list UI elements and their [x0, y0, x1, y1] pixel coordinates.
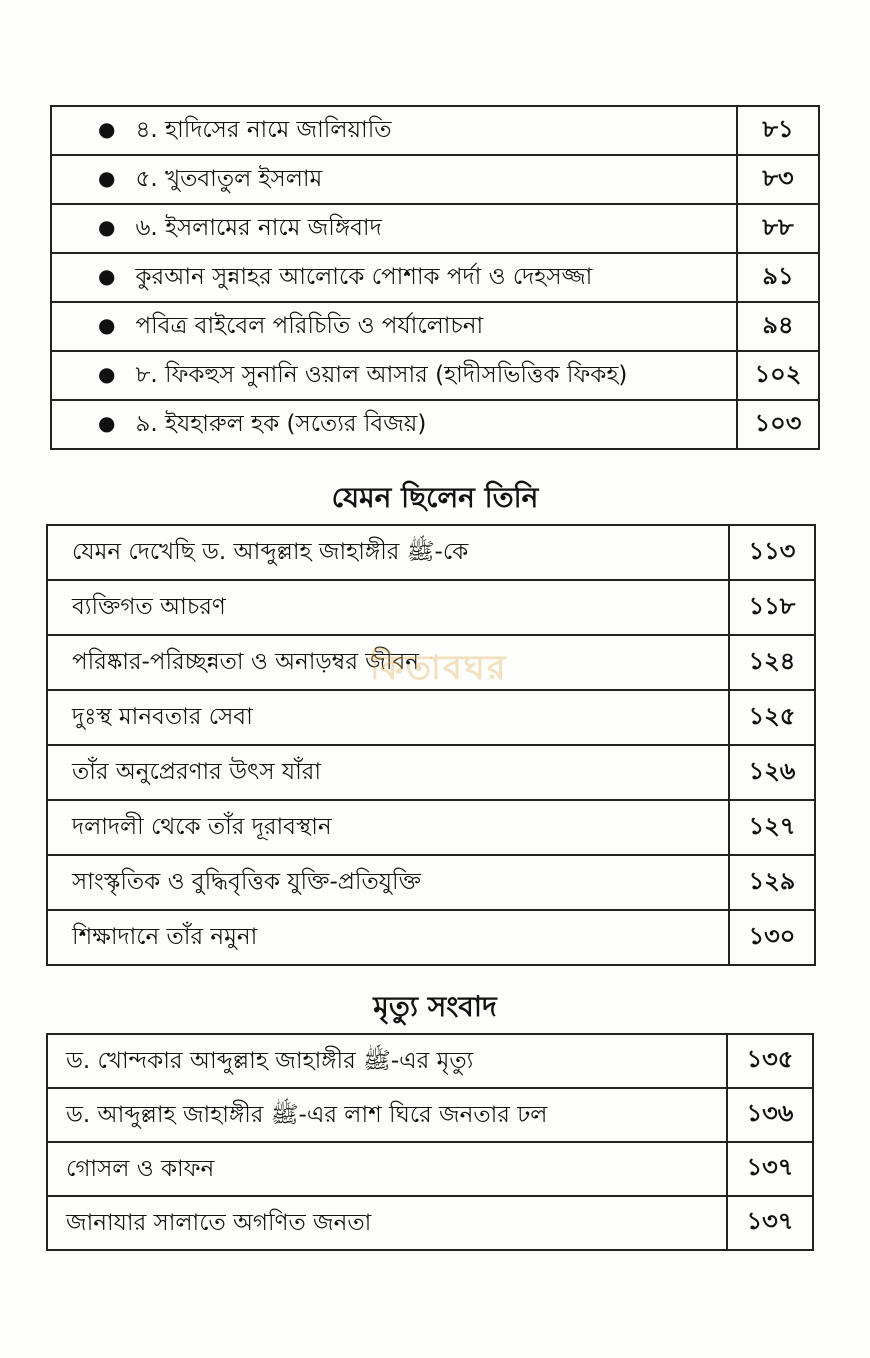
toc-table-section-1 — [50, 105, 820, 450]
toc-entry-title — [51, 351, 737, 400]
toc-entry-title: তাঁর অনুপ্রেরণার উৎস যাঁরা — [47, 745, 729, 800]
section-heading: মৃত্যু সংবাদ — [373, 990, 497, 1023]
toc-page-number: ৮১ — [737, 106, 819, 155]
toc-table-section-3 — [46, 1033, 814, 1251]
toc-entry-title: জানাযার সালাতে অগণিত জনতা — [47, 1196, 727, 1250]
toc-row — [51, 302, 819, 351]
bullet-icon: ● — [98, 215, 116, 239]
toc-entry-title — [51, 302, 737, 351]
toc-row — [51, 106, 819, 155]
toc-entry-text: ৪. হাদিসের নামে জালিয়াতি — [135, 117, 392, 143]
toc-entry-title: দলাদলী থেকে তাঁর দূরাবস্থান — [47, 800, 729, 855]
bullet-icon: ● — [98, 117, 116, 141]
toc-page-number: ৮৩ — [737, 155, 819, 204]
toc-page-number: ১২৫ — [729, 690, 815, 745]
toc-row — [47, 1142, 813, 1196]
toc-page-number: ৮৮ — [737, 204, 819, 253]
bullet-icon: ● — [98, 362, 116, 386]
toc-page-number: ১২৭ — [729, 800, 815, 855]
bullet-icon: ● — [98, 166, 116, 190]
toc-entry-text: পবিত্র বাইবেল পরিচিতি ও পর্যালোচনা — [135, 313, 484, 339]
toc-page-number: ১৩৭ — [727, 1142, 813, 1196]
toc-row — [51, 155, 819, 204]
toc-entry-text: ৫. খুতবাতুল ইসলাম — [135, 166, 323, 192]
section-heading: যেমন ছিলেন তিনি — [331, 481, 539, 514]
toc-entry-title — [51, 155, 737, 204]
toc-row — [47, 910, 815, 965]
toc-entry-text: ৯. ইযহারুল হক (সত্যের বিজয়) — [135, 411, 427, 437]
toc-entry-title: গোসল ও কাফন — [47, 1142, 727, 1196]
toc-page-number: ১৩৬ — [727, 1088, 813, 1142]
toc-row — [47, 525, 815, 580]
toc-entry-text: কুরআন সুন্নাহর আলোকে পোশাক পর্দা ও দেহসজ্জা — [135, 264, 593, 290]
toc-page-number: ১২৪ — [729, 635, 815, 690]
toc-entry-title: ড. খোন্দকার আব্দুল্লাহ জাহাঙ্গীর ﷺ-এর মৃত্যু — [47, 1034, 727, 1088]
toc-row — [51, 400, 819, 449]
toc-entry-title: ব্যক্তিগত আচরণ — [47, 580, 729, 635]
toc-page-number: ১১৩ — [729, 525, 815, 580]
toc-entry-title — [51, 253, 737, 302]
toc-entry-text: ৬. ইসলামের নামে জঙ্গিবাদ — [135, 215, 382, 241]
toc-entry-text: ৮. ফিকহুস সুনানি ওয়াল আসার (হাদীসভিত্তিক ফিকহ) — [135, 362, 628, 388]
toc-table-section-2 — [46, 524, 816, 966]
toc-row — [47, 800, 815, 855]
bullet-icon: ● — [98, 411, 116, 435]
toc-page-number: ১৩০ — [729, 910, 815, 965]
toc-row — [47, 855, 815, 910]
toc-row — [51, 204, 819, 253]
toc-entry-title — [51, 106, 737, 155]
bullet-icon: ● — [98, 264, 116, 288]
toc-page-number: ১১৮ — [729, 580, 815, 635]
toc-row — [47, 1034, 813, 1088]
toc-entry-title — [51, 400, 737, 449]
toc-row — [47, 1196, 813, 1250]
toc-entry-title: শিক্ষাদানে তাঁর নমুনা — [47, 910, 729, 965]
toc-page-number: ৯৪ — [737, 302, 819, 351]
toc-row — [47, 745, 815, 800]
toc-row — [51, 351, 819, 400]
toc-entry-title: পরিষ্কার-পরিচ্ছন্নতা ও অনাড়ম্বর জীবন — [47, 635, 729, 690]
toc-page-number: ১৩৫ — [727, 1034, 813, 1088]
toc-page-number: ১২৯ — [729, 855, 815, 910]
bullet-icon: ● — [98, 313, 116, 337]
toc-entry-title — [51, 204, 737, 253]
toc-entry-title: সাংস্কৃতিক ও বুদ্ধিবৃত্তিক যুক্তি-প্রতিযুক্তি — [47, 855, 729, 910]
toc-row — [47, 580, 815, 635]
toc-row — [51, 253, 819, 302]
toc-page-number: ১৩৭ — [727, 1196, 813, 1250]
watermark-logo: কিতাবঘর — [370, 648, 508, 688]
toc-page-number: ১০২ — [737, 351, 819, 400]
toc-entry-title: যেমন দেখেছি ড. আব্দুল্লাহ জাহাঙ্গীর ﷺ-কে — [47, 525, 729, 580]
toc-page-number: ১০৩ — [737, 400, 819, 449]
toc-entry-title: ড. আব্দুল্লাহ জাহাঙ্গীর ﷺ-এর লাশ ঘিরে জনতার ঢল — [47, 1088, 727, 1142]
toc-entry-title: দুঃস্থ মানবতার সেবা — [47, 690, 729, 745]
toc-page-number: ৯১ — [737, 253, 819, 302]
toc-page-number: ১২৬ — [729, 745, 815, 800]
toc-row — [47, 1088, 813, 1142]
